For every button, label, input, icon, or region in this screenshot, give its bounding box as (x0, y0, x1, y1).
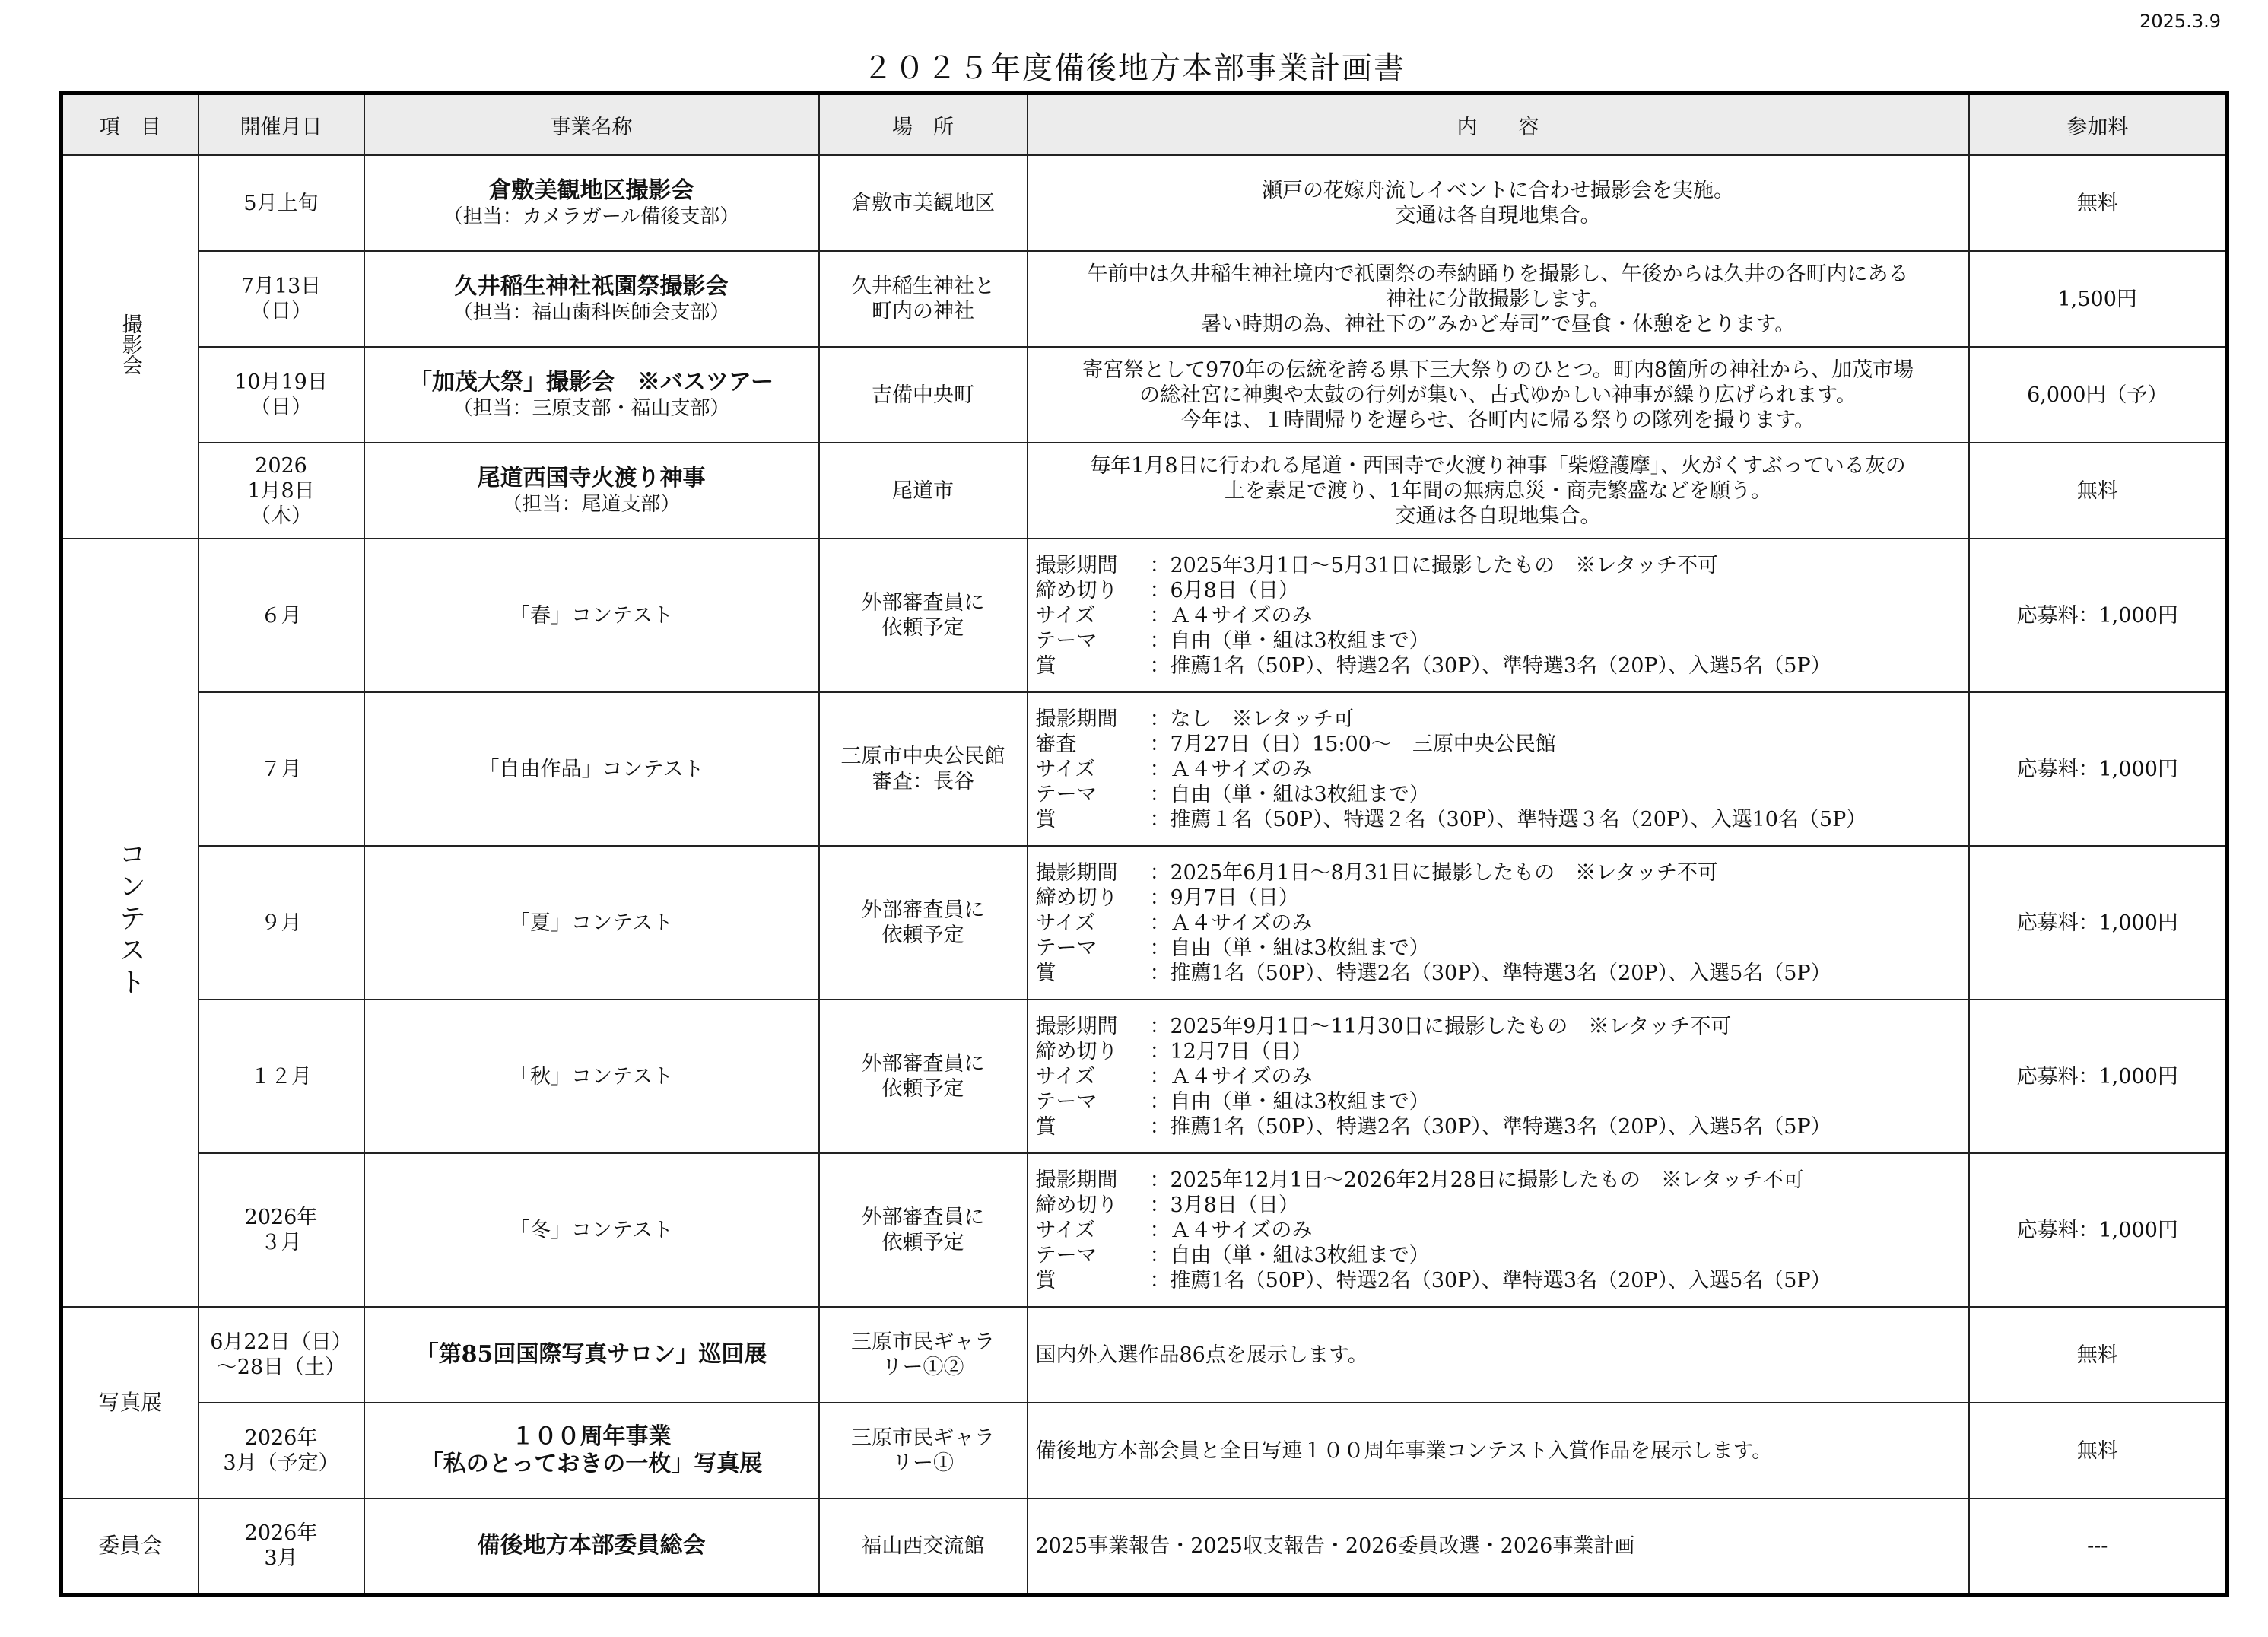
contest-detail-label: テーマ (1035, 936, 1097, 960)
exhibit-fee: 無料 (1969, 1403, 2228, 1499)
shoot-place (819, 251, 1028, 347)
exhibit-fee: 無料 (1969, 1307, 2228, 1403)
contest-detail-line (1036, 628, 1961, 653)
shoot-content (1028, 251, 1969, 347)
contest-detail-line (1036, 961, 1961, 986)
contest-detail-value: ：Ａ４サイズのみ (1149, 1064, 1313, 1089)
contest-name: 「春」コンテスト (510, 603, 673, 628)
shoot-date-line: （日） (250, 300, 312, 323)
exhibit-date-line: 6月22日（日） (210, 1330, 352, 1354)
shoot-content-line: 今年は、１時間帰りを遅らせ、各町内に帰る祭りの隊列を撮ります。 (1180, 408, 1815, 432)
contest-detail-line (1036, 732, 1961, 757)
contest-detail-line (1036, 578, 1961, 603)
contest-detail-label: 締め切り (1035, 578, 1118, 602)
shoot-content-line: 交通は各自現地集合。 (1395, 504, 1601, 528)
shoot-content-line: 毎年1月8日に行われる尾道・西国寺で火渡り神事「柴燈護摩」、火がくすぶっている灰の (1090, 453, 1906, 478)
shoot-name: 尾道西国寺火渡り神事 (477, 465, 706, 491)
shoot-organizer: （担当：福山歯科医師会支部） (453, 301, 730, 324)
contest-detail-line (1036, 553, 1961, 578)
contest-details (1028, 692, 1969, 846)
shoot-date-line: 2026 (255, 453, 307, 478)
shoot-date (199, 443, 364, 539)
contest-detail-value: ：自由（単・組は3枚組まで） (1149, 628, 1430, 653)
header-row (62, 94, 2228, 156)
contest-detail-label: サイズ (1035, 1064, 1096, 1089)
contest-detail-label: 審査 (1035, 732, 1077, 756)
exhibit-place-line: 三原市民ギャラ (851, 1426, 995, 1450)
contest-date (199, 1153, 364, 1307)
committee-name: 備後地方本部委員総会 (477, 1532, 706, 1559)
header-place: 場 所 (819, 94, 1028, 156)
exhibit-place-line: リー①② (881, 1356, 964, 1379)
plan-table (59, 91, 2229, 1597)
contest-detail-label: 賞 (1035, 1114, 1056, 1139)
contest-date-line: １２月 (250, 1064, 312, 1089)
plan-table-body (62, 155, 2228, 1594)
shoot-content-line: の総社宮に神輿や太鼓の行列が集い、古式ゆかしい神事が繰り広げられます。 (1139, 383, 1857, 407)
shoot-name: 久井稲生神社祇園祭撮影会 (454, 273, 729, 300)
shoot-date-line: 5月上旬 (243, 191, 319, 215)
contest-detail-label: サイズ (1035, 911, 1096, 935)
contest-name: 「夏」コンテスト (510, 911, 673, 935)
category-committee: 委員会 (62, 1499, 199, 1594)
shoot-content-line: 午前中は久井稲生神社境内で祇園祭の奉納踊りを撮影し、午後からは久井の各町内にある (1087, 262, 1909, 286)
shoot-content-line: 瀬戸の花嫁舟流しイベントに合わせ撮影会を実施。 (1262, 179, 1734, 202)
contest-detail-label: 締め切り (1035, 1039, 1118, 1063)
header-event-name: 事業名称 (364, 94, 819, 156)
contest-row (62, 1153, 2228, 1307)
contest-place (819, 1153, 1028, 1307)
contest-detail-line (1036, 1014, 1961, 1039)
contest-date (199, 692, 364, 846)
shoot-date (199, 347, 364, 443)
committee-place: 福山西交流館 (819, 1499, 1028, 1594)
contest-detail-value: ：2025年9月1日～11月30日に撮影したもの ※レタッチ不可 (1149, 1014, 1732, 1038)
shoot-name-cell (364, 347, 819, 443)
contest-detail-line (1036, 782, 1961, 807)
contest-detail-label: テーマ (1035, 1089, 1097, 1114)
contest-detail-value: ：9月7日（日） (1149, 885, 1299, 910)
category-exhibition: 写真展 (62, 1307, 199, 1499)
contest-detail-value: ：なし ※レタッチ可 (1149, 707, 1355, 731)
shoot-content-line: 暑い時期の為、神社下の”みかど寿司”で昼食・休憩をとります。 (1200, 312, 1796, 336)
contest-detail-value: ：自由（単・組は3枚組まで） (1149, 782, 1430, 806)
shoot-row (62, 347, 2228, 443)
committee-date-line: 2026年 (244, 1521, 318, 1546)
contest-place (819, 1000, 1028, 1153)
contest-details (1028, 1153, 1969, 1307)
contest-detail-label: テーマ (1035, 628, 1097, 653)
shoot-name-cell (364, 251, 819, 347)
contest-detail-value: ：2025年12月1日～2026年2月28日に撮影したもの ※レタッチ不可 (1149, 1168, 1804, 1192)
contest-name-cell (364, 692, 819, 846)
shoot-content (1028, 155, 1969, 251)
exhibit-date-line: 3月（予定） (223, 1451, 339, 1475)
shoot-content (1028, 347, 1969, 443)
contest-detail-value: ：Ａ４サイズのみ (1149, 911, 1313, 935)
contest-detail-line (1036, 1114, 1961, 1140)
shoot-content-line: 寄宮祭として970年の伝統を誇る県下三大祭りのひとつ。町内8箇所の神社から、加茂市場 (1082, 358, 1914, 382)
shoot-organizer: （担当：三原支部・福山支部） (453, 397, 730, 420)
contest-place-line: 審査：長谷 (872, 770, 974, 793)
contest-detail-value: ：3月8日（日） (1149, 1193, 1299, 1217)
contest-fee: 応募料：1,000円 (1969, 692, 2228, 846)
shoot-place-line: 町内の神社 (872, 300, 974, 323)
exhibit-row (62, 1307, 2228, 1403)
contest-detail-line (1036, 1268, 1961, 1293)
shoot-name: 「加茂大祭」撮影会 ※バスツアー (408, 369, 774, 396)
shoot-date-line: （木） (250, 504, 312, 528)
contest-date-line: 2026年 (244, 1206, 318, 1229)
shoot-place (819, 155, 1028, 251)
exhibit-content: 国内外入選作品86点を展示します。 (1028, 1307, 1969, 1403)
contest-place-line: 外部審査員に (861, 1206, 985, 1229)
shoot-place-line: 倉敷市美観地区 (851, 191, 995, 215)
exhibit-name (364, 1403, 819, 1499)
contest-place (819, 692, 1028, 846)
shoot-name-cell (364, 443, 819, 539)
contest-detail-line (1036, 911, 1961, 936)
contest-detail-value: ：Ａ４サイズのみ (1149, 603, 1313, 628)
contest-row (62, 692, 2228, 846)
document-date: 2025.3.9 (2139, 11, 2221, 32)
exhibit-place (819, 1403, 1028, 1499)
contest-date-line: ９月 (260, 911, 302, 935)
contest-name: 「秋」コンテスト (510, 1064, 673, 1089)
exhibit-place-line: 三原市民ギャラ (851, 1330, 995, 1354)
contest-detail-value: ：自由（単・組は3枚組まで） (1149, 1089, 1430, 1114)
contest-fee: 応募料：1,000円 (1969, 1153, 2228, 1307)
exhibit-content: 備後地方本部会員と全日写連１００周年事業コンテスト入賞作品を展示します。 (1028, 1403, 1969, 1499)
contest-detail-label: 撮影期間 (1035, 553, 1118, 577)
contest-place-line: 依頼予定 (881, 1077, 964, 1101)
shoot-content-line: 上を素足で渡り、1年間の無病息災・商売繁盛などを願う。 (1224, 478, 1772, 503)
contest-detail-line (1036, 1193, 1961, 1218)
header-fee: 参加料 (1969, 94, 2228, 156)
document-title: ２０２５年度備後地方本部事業計画書 (862, 51, 1406, 86)
contest-name: 「冬」コンテスト (510, 1218, 673, 1242)
shoot-organizer: （担当：カメラガール備後支部） (443, 205, 740, 228)
contest-detail-value: ：推薦1名（50P）、特選2名（30P）、準特選3名（20P）、入選5名（5P） (1149, 961, 1831, 985)
category-contest (62, 539, 199, 1307)
contest-place-line: 外部審査員に (861, 898, 985, 922)
contest-detail-label: サイズ (1035, 757, 1096, 781)
exhibit-place (819, 1307, 1028, 1403)
contest-detail-value: ：推薦1名（50P）、特選2名（30P）、準特選3名（20P）、入選5名（5P） (1149, 653, 1831, 678)
contest-place-line: 依頼予定 (881, 616, 964, 640)
contest-detail-line (1036, 885, 1961, 911)
contest-detail-value: ：推薦1名（50P）、特選2名（30P）、準特選3名（20P）、入選5名（5P） (1149, 1268, 1831, 1292)
shoot-date (199, 251, 364, 347)
shoot-name-cell (364, 155, 819, 251)
shoot-date-line: 1月8日 (247, 478, 315, 503)
contest-detail-label: 締め切り (1035, 1193, 1118, 1217)
contest-detail-label: サイズ (1035, 603, 1096, 628)
contest-name-cell (364, 539, 819, 692)
contest-detail-value: ：自由（単・組は3枚組まで） (1149, 936, 1430, 960)
shoot-row (62, 155, 2228, 251)
contest-details (1028, 846, 1969, 1000)
contest-date-line: ３月 (260, 1231, 302, 1254)
contest-detail-line (1036, 653, 1961, 679)
exhibit-name (364, 1307, 819, 1403)
contest-place-line: 三原市中央公民館 (840, 745, 1005, 768)
contest-detail-label: 撮影期間 (1035, 860, 1118, 885)
shoot-place (819, 347, 1028, 443)
shoot-organizer: （担当：尾道支部） (502, 493, 681, 516)
header-content: 内 容 (1028, 94, 1969, 156)
category-contest-label: コンテスト (114, 840, 146, 1000)
contest-place-line: 依頼予定 (881, 1231, 964, 1254)
contest-row (62, 539, 2228, 692)
committee-name-cell (364, 1499, 819, 1594)
contest-detail-line (1036, 707, 1961, 732)
contest-detail-label: 撮影期間 (1035, 707, 1118, 731)
contest-detail-line (1036, 1243, 1961, 1268)
contest-place (819, 846, 1028, 1000)
shoot-content-line: 交通は各自現地集合。 (1395, 204, 1601, 227)
contest-details (1028, 539, 1969, 692)
contest-detail-value: ：推薦１名（50P）、特選２名（30P）、準特選３名（20P）、入選10名（5P） (1149, 807, 1867, 831)
contest-detail-line (1036, 860, 1961, 885)
contest-detail-label: サイズ (1035, 1218, 1096, 1242)
contest-detail-line (1036, 603, 1961, 628)
contest-name: 「自由作品」コンテスト (478, 757, 704, 781)
shoot-place-line: 尾道市 (892, 478, 954, 503)
committee-row (62, 1499, 2228, 1594)
header-date: 開催月日 (199, 94, 364, 156)
shoot-name: 倉敷美観地区撮影会 (488, 177, 694, 204)
contest-detail-value: ：Ａ４サイズのみ (1149, 1218, 1313, 1242)
contest-detail-line (1036, 1218, 1961, 1243)
contest-detail-line (1036, 757, 1961, 782)
shoot-date-line: 7月13日 (240, 275, 322, 298)
exhibit-name-line: １００周年事業 (511, 1423, 672, 1450)
contest-detail-value: ：7月27日（日）15:00～ 三原中央公民館 (1149, 732, 1556, 756)
contest-detail-line (1036, 936, 1961, 961)
contest-detail-line (1036, 1064, 1961, 1089)
exhibit-row (62, 1403, 2228, 1499)
committee-date (199, 1499, 364, 1594)
contest-place (819, 539, 1028, 692)
shoot-content-line: 神社に分散撮影します。 (1386, 287, 1610, 311)
shoot-date (199, 155, 364, 251)
contest-detail-value: ：推薦1名（50P）、特選2名（30P）、準特選3名（20P）、入選5名（5P） (1149, 1114, 1831, 1139)
contest-row (62, 846, 2228, 1000)
contest-detail-label: 撮影期間 (1035, 1168, 1118, 1192)
shoot-place (819, 443, 1028, 539)
committee-fee: --- (1969, 1499, 2228, 1594)
shoot-date-line: 10月19日 (234, 370, 328, 394)
shoot-fee: 無料 (1969, 443, 2228, 539)
contest-date (199, 539, 364, 692)
contest-date (199, 846, 364, 1000)
contest-detail-value: ：自由（単・組は3枚組まで） (1149, 1243, 1430, 1267)
contest-fee: 応募料：1,000円 (1969, 539, 2228, 692)
shoot-place-line: 久井稲生神社と (851, 275, 995, 298)
exhibit-place-line: リー① (892, 1451, 954, 1475)
contest-detail-line (1036, 1039, 1961, 1064)
shoot-row (62, 251, 2228, 347)
contest-detail-line (1036, 1089, 1961, 1114)
shoot-fee: 無料 (1969, 155, 2228, 251)
exhibit-date-line: 2026年 (244, 1426, 318, 1450)
exhibit-name-line: 「私のとっておきの一枚」写真展 (420, 1451, 763, 1477)
contest-detail-line (1036, 807, 1961, 832)
category-photo-shoot-label: 撮影会 (118, 313, 142, 375)
contest-date-line: ６月 (260, 603, 302, 628)
contest-detail-label: 賞 (1035, 807, 1056, 831)
committee-content: 2025事業報告・2025収支報告・2026委員改選・2026事業計画 (1028, 1499, 1969, 1594)
shoot-content (1028, 443, 1969, 539)
contest-detail-label: 賞 (1035, 1268, 1056, 1292)
contest-date-line: ７月 (260, 757, 302, 781)
contest-name-cell (364, 1153, 819, 1307)
category-photo-shoot (62, 155, 199, 539)
shoot-place-line: 吉備中央町 (872, 383, 974, 407)
contest-row (62, 1000, 2228, 1153)
exhibit-name-line: 「第85回国際写真サロン」巡回展 (415, 1341, 767, 1368)
contest-detail-line (1036, 1168, 1961, 1193)
contest-fee: 応募料：1,000円 (1969, 846, 2228, 1000)
contest-detail-label: テーマ (1035, 1243, 1097, 1267)
contest-place-line: 依頼予定 (881, 923, 964, 947)
exhibit-date (199, 1403, 364, 1499)
contest-detail-label: 賞 (1035, 653, 1056, 678)
shoot-fee: 1,500円 (1969, 251, 2228, 347)
committee-date-line: 3月 (264, 1546, 298, 1571)
contest-place-line: 外部審査員に (861, 591, 985, 615)
contest-detail-value: ：2025年6月1日～8月31日に撮影したもの ※レタッチ不可 (1149, 860, 1719, 885)
contest-detail-label: テーマ (1035, 782, 1097, 806)
contest-detail-value: ：12月7日（日） (1149, 1039, 1313, 1063)
contest-detail-label: 撮影期間 (1035, 1014, 1118, 1038)
header-category: 項 目 (62, 94, 199, 156)
contest-place-line: 外部審査員に (861, 1052, 985, 1076)
contest-detail-label: 賞 (1035, 961, 1056, 985)
contest-fee: 応募料：1,000円 (1969, 1000, 2228, 1153)
contest-detail-value: ：6月8日（日） (1149, 578, 1299, 602)
contest-details (1028, 1000, 1969, 1153)
shoot-row (62, 443, 2228, 539)
contest-detail-label: 締め切り (1035, 885, 1118, 910)
contest-date (199, 1000, 364, 1153)
shoot-fee: 6,000円（予） (1969, 347, 2228, 443)
contest-detail-value: ：2025年3月1日～5月31日に撮影したもの ※レタッチ不可 (1149, 553, 1719, 577)
shoot-date-line: （日） (250, 396, 312, 419)
contest-detail-value: ：Ａ４サイズのみ (1149, 757, 1313, 781)
contest-name-cell (364, 1000, 819, 1153)
exhibit-date (199, 1307, 364, 1403)
exhibit-date-line: ～28日（土） (216, 1356, 346, 1379)
contest-name-cell (364, 846, 819, 1000)
